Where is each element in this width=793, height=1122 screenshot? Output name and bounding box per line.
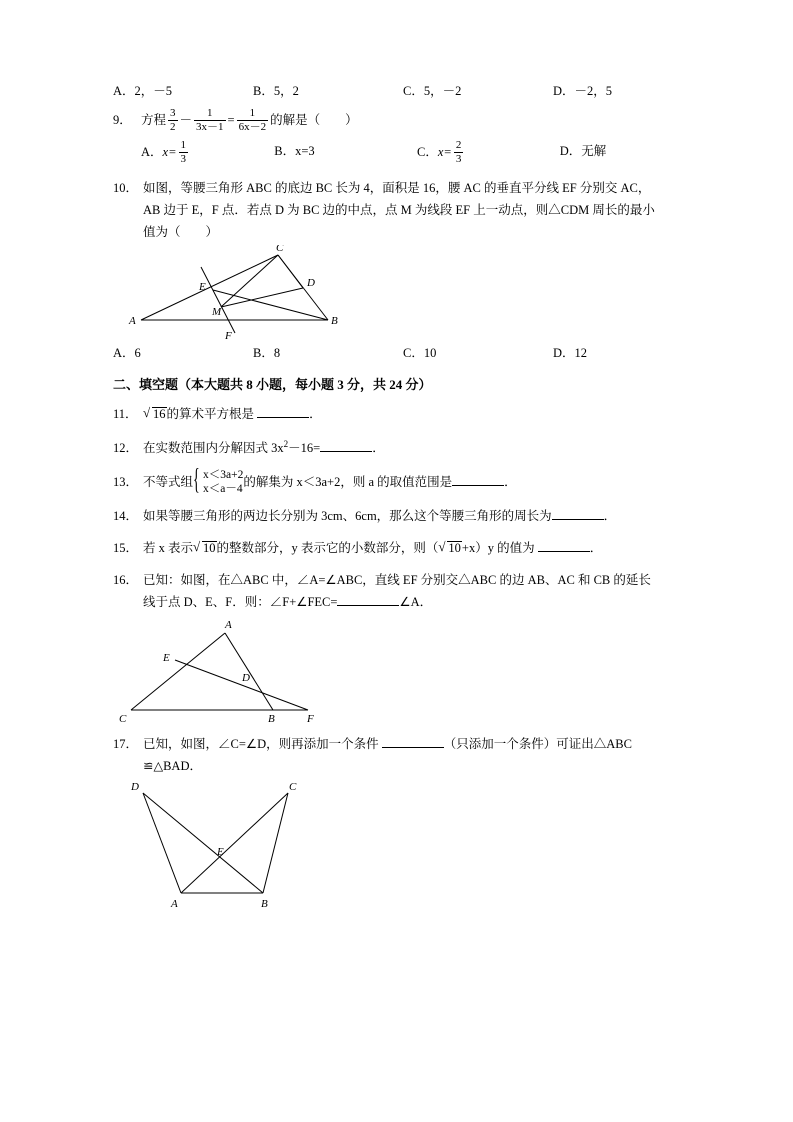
- q17-diagram: [113, 781, 433, 911]
- q9-option-b: B．x=3: [274, 144, 315, 159]
- q9-opt-c-num: 2: [455, 139, 462, 152]
- q17-answer-blank[interactable]: [382, 735, 444, 748]
- q17-label-D: D: [131, 780, 139, 793]
- option-d: D．－2，5: [553, 84, 613, 98]
- question-14: [113, 505, 693, 527]
- q13-mid: 的解集为 x＜3a+2，则 a 的取值范围是: [243, 474, 453, 489]
- q11-number: 11．: [113, 406, 138, 421]
- q17-line2: ≌△BAD．: [143, 758, 202, 773]
- q9-fraction-2: [194, 107, 226, 133]
- q10-options: [113, 342, 693, 364]
- q16-label-A: A: [225, 618, 232, 631]
- q12-number: 12．: [113, 440, 139, 455]
- q15-number: 15．: [113, 540, 139, 555]
- q13-system: [193, 468, 243, 496]
- q14-tail: ．: [603, 508, 617, 523]
- q9-f1-den: 2: [170, 120, 176, 133]
- option-c: C．5，－2: [403, 84, 462, 98]
- q16-answer-blank[interactable]: [337, 593, 399, 606]
- q9-opt-c-pre: C．: [417, 145, 438, 160]
- q10-label-C: C: [276, 244, 284, 254]
- q15-tail: ．: [589, 540, 603, 555]
- q15-answer-blank[interactable]: [538, 539, 590, 552]
- q15-sqrt-1: [193, 535, 217, 561]
- question-13: [113, 467, 693, 497]
- q16-figure: [113, 615, 693, 725]
- question-15: [113, 535, 693, 561]
- page-content: [113, 80, 693, 911]
- question-9: [113, 108, 693, 134]
- q9-equals: =: [227, 113, 235, 128]
- q15-mid: 的整数部分，y 表示它的小数部分，则（: [216, 540, 439, 555]
- q16-number: 16．: [113, 572, 139, 587]
- q9-opt-a-frac: [179, 139, 189, 165]
- q9-opt-a-var: x=: [162, 145, 177, 160]
- q13-tail: ．: [504, 474, 517, 489]
- q13-system-line2: x＜a－4: [203, 482, 243, 495]
- section-2-heading: 二、填空题（本大题共 8 小题，每小题 3 分，共 24 分）: [113, 376, 432, 392]
- q10-label-F: F: [225, 329, 232, 340]
- q12-text-pre: 在实数范围内分解因式 3x: [143, 440, 284, 455]
- q17-label-E: E: [217, 845, 224, 858]
- q13-lead: 不等式组: [143, 474, 194, 489]
- q11-sqrt-value: 16: [153, 406, 166, 421]
- q17-label-A: A: [171, 897, 178, 910]
- q15-sqrt-2: [438, 535, 462, 561]
- q11-sqrt: [143, 401, 167, 427]
- q10-number: 10．: [113, 180, 139, 195]
- q17-figure: [113, 781, 693, 911]
- q15-mid2: +x）y 的值为: [461, 540, 535, 555]
- option-a: A．2，－5: [113, 84, 173, 98]
- q9-opt-c-var: x=: [437, 145, 452, 160]
- q10-line2: AB 边于 E，F 点．若点 D 为 BC 边的中点，点 M 为线段 EF 上一动点，则△CDM 周长的最小: [143, 202, 655, 217]
- q13-answer-blank[interactable]: [452, 473, 504, 486]
- q10-option-d: D．12: [553, 345, 588, 360]
- q9-tail: 的解是（ ）: [270, 113, 358, 128]
- q14-text: 如果等腰三角形的两边长分别为 3cm、6cm，那么这个等腰三角形的周长为: [143, 508, 552, 523]
- q12-answer-blank[interactable]: [320, 439, 372, 452]
- q10-line3-row: [113, 221, 693, 243]
- q10-option-c: C．10: [403, 345, 437, 360]
- q9-opt-a-den: 3: [180, 152, 187, 165]
- q16-line2-row: [113, 591, 693, 613]
- q16-label-D: D: [242, 671, 250, 684]
- q9-lead: 方程: [141, 113, 167, 128]
- q9-f3-num: 1: [249, 107, 256, 119]
- q9-number: 9．: [113, 113, 132, 128]
- q11-tail: ．: [309, 406, 322, 421]
- q15-sqrt1-value: 10: [203, 540, 216, 555]
- q9-f3-den: 6x－2: [238, 120, 267, 133]
- question-12: [113, 433, 693, 459]
- q10-figure: [113, 245, 693, 340]
- q10-line3: 值为（ ）: [143, 224, 219, 239]
- q10-label-E: E: [199, 280, 206, 293]
- q17-number: 17．: [113, 736, 139, 751]
- q9-opt-a-pre: A．: [141, 145, 163, 160]
- q16-label-C: C: [119, 712, 127, 725]
- q12-text-post: －16=: [288, 440, 321, 455]
- q16-label-B: B: [268, 712, 275, 725]
- q10-label-M: M: [212, 305, 222, 318]
- q17-line1-pre: 已知，如图，∠C=∠D，则再添加一个条件: [143, 736, 379, 751]
- q15-sqrt2-value: 10: [448, 540, 461, 555]
- q13-number: 13．: [113, 474, 139, 489]
- q17-label-C: C: [289, 780, 297, 793]
- q10-option-a: A．6: [113, 345, 141, 360]
- q10-line2-row: [113, 199, 693, 221]
- q11-text: 的算术平方根是: [166, 406, 255, 421]
- q10-label-A: A: [129, 314, 136, 327]
- q15-pre: 若 x 表示: [143, 540, 194, 555]
- q16-line1: 已知：如图，在△ABC 中，∠A=∠ABC，直线 EF 分别交△ABC 的边 AB、AC 和 CB 的延长: [143, 572, 651, 587]
- q14-answer-blank[interactable]: [552, 507, 604, 520]
- question-16: [113, 569, 693, 591]
- q9-f2-num: 1: [207, 107, 213, 119]
- q9-f1-num: 3: [170, 107, 176, 119]
- q12-tail: ．: [372, 440, 385, 455]
- option-b: B．5，2: [253, 84, 299, 98]
- question-11: [113, 401, 693, 427]
- q9-f2-den: 3x－1: [196, 120, 224, 133]
- q14-number: 14．: [113, 508, 139, 523]
- q9-opt-c-den: 3: [455, 152, 462, 165]
- q10-label-B: B: [331, 314, 338, 327]
- q9-option-d: D．无解: [559, 144, 607, 159]
- q16-diagram: [113, 615, 433, 725]
- q12-exponent: 2: [283, 438, 289, 449]
- q10-label-D: D: [307, 276, 315, 289]
- q10-option-b: B．8: [253, 345, 281, 360]
- options-row-top: [113, 80, 693, 102]
- q9-fraction-1: [168, 107, 178, 133]
- q9-minus: －: [179, 113, 193, 128]
- q13-system-line1: { x＜3a+2: [203, 468, 244, 481]
- q16-line2-pre: 线于点 D、E、F．则：∠F+∠FEC=: [143, 594, 338, 609]
- q9-option-a: [141, 140, 274, 166]
- q17-label-B: B: [261, 897, 268, 910]
- question-17: [113, 733, 693, 755]
- q9-fraction-3: [237, 107, 269, 133]
- q16-label-E: E: [163, 651, 170, 664]
- q9-opt-a-num: 1: [180, 139, 187, 152]
- q9-opt-c-frac: [454, 139, 464, 165]
- q9-options: [113, 140, 693, 166]
- q10-diagram: [113, 245, 453, 340]
- q9-option-c: [417, 140, 560, 166]
- question-10: [113, 177, 693, 199]
- q10-line1: 如图，等腰三角形 ABC 的底边 BC 长为 4，面积是 16，腰 AC 的垂直平分线 EF 分别交 AC，: [143, 180, 651, 195]
- q11-answer-blank[interactable]: [257, 405, 309, 418]
- q17-line2-row: [113, 755, 693, 777]
- q16-label-F: F: [307, 712, 314, 725]
- q17-line1-post: （只添加一个条件）可证出△ABC: [443, 736, 632, 751]
- q16-line2-post: ∠A．: [399, 594, 433, 609]
